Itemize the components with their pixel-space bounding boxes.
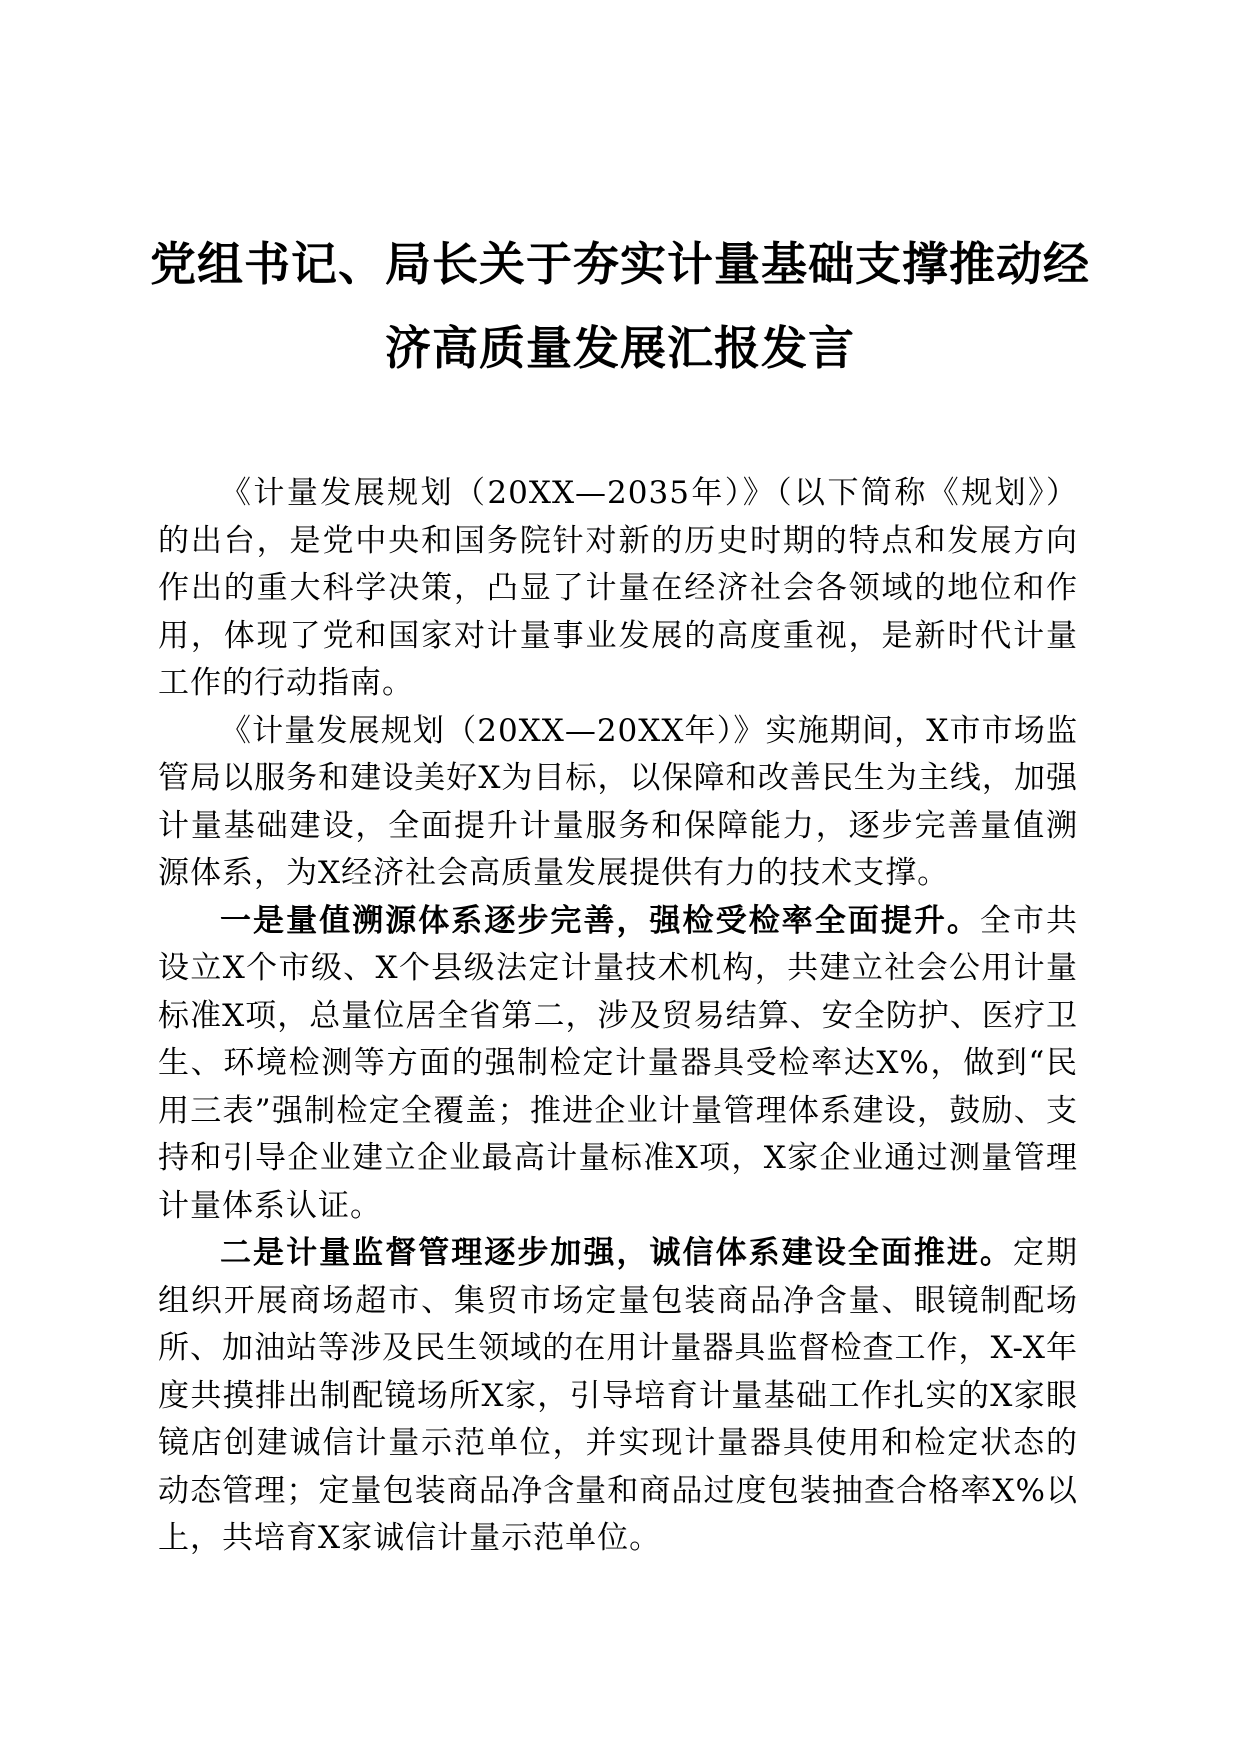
paragraph-lead: 二是计量监督管理逐步加强，诚信体系建设全面推进。 xyxy=(220,1235,1013,1271)
paragraph-1 xyxy=(158,470,1078,708)
document-title xyxy=(150,222,1090,390)
paragraph-4 xyxy=(158,1230,1078,1563)
paragraph-text: 定期组织开展商场超市、集贸市场定量包装商品净含量、眼镜制配场所、加油站等涉及民生领域的在用计量器具监督检查工作，X-X年度共摸排出制配镜场所X家，引导培育计量基础工作扎实的X家眼镜店创建诚信计量示范单位，并实现计量器具使用和检定状态的动态管理；定量包装商品净含量和商品过度包装抽查合格率X%以上，共培育X家诚信计量示范单位。 xyxy=(158,1235,1079,1556)
paragraph-2 xyxy=(158,708,1078,898)
paragraph-3 xyxy=(158,898,1078,1231)
document-body xyxy=(158,470,1078,1563)
title-line-2: 济高质量发展汇报发言 xyxy=(385,321,855,375)
title-line-1: 党组书记、局长关于夯实计量基础支撑推动经 xyxy=(150,237,1090,291)
paragraph-text: 全市共设立X个市级、X个县级法定计量技术机构，共建立社会公用计量标准X项，总量位居全省第二，涉及贸易结算、安全防护、医疗卫生、环境检测等方面的强制检定计量器具受检率达X%，做到“民用三表”强制检定全覆盖；推进企业计量管理体系建设，鼓励、支持和引导企业建立企业最高计量标准X项，X家企业通过测量管理计量体系认证。 xyxy=(158,902,1079,1224)
paragraph-text: 《计量发展规划（20XX—2035年）》（以下简称《规划》）的出台，是党中央和国务院针对新的历史时期的特点和发展方向作出的重大科学决策，凸显了计量在经济社会各领域的地位和作用，体现了党和国家对计量事业发展的高度重视，是新时代计量工作的行动指南。 xyxy=(158,475,1078,701)
paragraph-lead: 一是量值溯源体系逐步完善，强检受检率全面提升。 xyxy=(220,902,980,939)
paragraph-text: 《计量发展规划（20XX—20XX年）》实施期间，X市市场监管局以服务和建设美好X为目标，以保障和改善民生为主线，加强计量基础建设，全面提升计量服务和保障能力，逐步完善量值溯源体系，为X经济社会高质量发展提供有力的技术支撑。 xyxy=(158,712,1078,891)
